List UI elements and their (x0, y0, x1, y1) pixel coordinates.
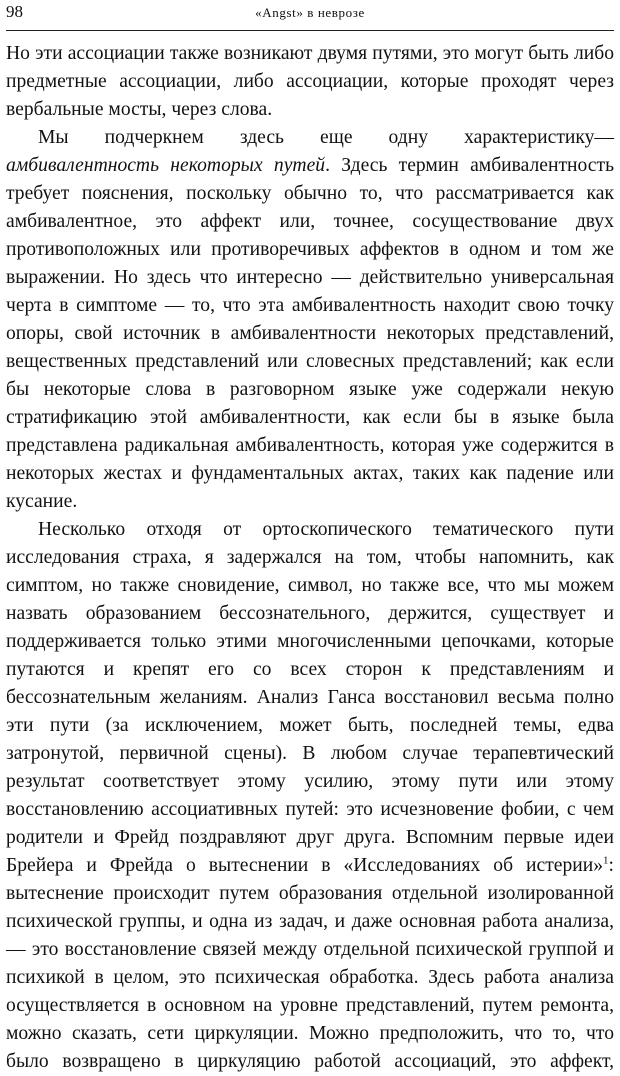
paragraph-2 (6, 124, 614, 516)
paragraph-3-text-cont: : вытеснение происходит путем образования отдельной изолированной психической группы, и одна из задач, и даже основная работа анализа, — это восстановление связей между отдельной психической группой и психикой в целом, это психическая обработка. Здесь работа анализа осуществляется в основном на уровне представлений, путем ремонта, можно сказать, сети циркуляции. Можно предположить, что то, что было возвращено в циркуляцию работой ассоциаций, это аффект, (6, 855, 614, 1072)
running-head: «Angst» в неврозе (255, 5, 365, 20)
paragraph-2-text: Мы подчеркнем здесь еще одну характеристику— (38, 127, 614, 148)
header-rule (6, 30, 614, 31)
paragraph-3-text: Несколько отходя от ортоскопического тематического пути исследования страха, я задержался на том, чтобы напомнить, как симптом, но также сновидение, символ, но также все, что мы можем назвать образованием бессознательного, держится, существует и поддерживается только этими многочисленными цепочками, которые путаются и крепят его со всех сторон к представлениям и бессознательным желаниям. Анализ Ганса восстановил весьма полно эти пути (за исключением, может быть, последней темы, едва затронутой, первичной сцены). В любом случае терапевтический результат соответствует этому усилию, этому пути или этому восстановлению ассоциативных путей: это исчезновение фобии, с чем родители и Фрейд поздравляют друг друга. Вспомним первые идеи Брейера и Фрейда о вытеснении в «Исследованиях об истерии» (6, 519, 614, 876)
paragraph-2-emphasis: амбивалентность некоторых путей (6, 155, 326, 176)
paragraph-1: Но эти ассоциации также возникают двумя путями, это могут быть либо предметные ассоциации, либо ассоциации, которые проходят через вербальные мосты, через слова. (6, 43, 614, 120)
body-text (6, 40, 614, 1076)
page-number: 98 (6, 2, 23, 21)
paragraph-3 (6, 516, 614, 1076)
page-header (6, 2, 614, 26)
footnote-ref[interactable]: 1 (603, 854, 609, 867)
paragraph-2-text-cont: . Здесь термин амбивалентность требует пояснения, поскольку обычно то, что рассматривается как амбивалентное, это аффект или, точнее, сосуществование двух противоположных или противоречивых аффектов в одном и том же выражении. Но здесь что интересно — действительно универсальная черта в симптоме — то, что эта амбивалентность находит свою точку опоры, свой источник в амбивалентности некоторых представлений, вещественных представлений или словесных представлений; как если бы некоторые слова в разговорном языке уже содержали некую стратификацию этой амбивалентности, как если бы в языке была представлена радикальная амбивалентность, которая уже содержится в некоторых жестах и фундаментальных актах, таких как падение или кусание. (6, 155, 614, 512)
